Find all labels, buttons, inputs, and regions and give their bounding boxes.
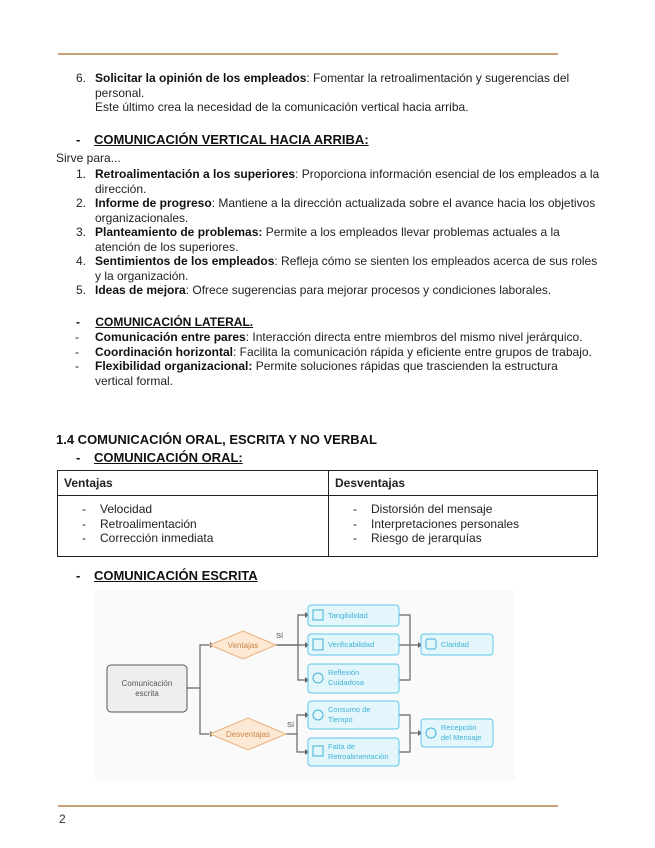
list-item	[75, 359, 595, 388]
node-label-line: Tiempo	[328, 715, 353, 724]
written-communication-diagram	[95, 590, 515, 780]
table-header-row	[58, 471, 598, 496]
lateral-list	[75, 330, 595, 388]
section-heading-escrita	[76, 569, 258, 584]
item-term: Solicitar la opinión de los empleados	[95, 71, 307, 85]
item-number: 6.	[76, 71, 87, 85]
desventajas-cell	[329, 496, 598, 557]
heading-dash: -	[76, 450, 81, 465]
pro-node-tangibilidad	[308, 605, 399, 626]
bullet: -	[353, 502, 357, 516]
item-text: Permite soluciones rápidas que trascienden la estructura vertical formal.	[95, 359, 558, 388]
list-item	[335, 517, 591, 532]
heading-text: COMUNICACIÓN ESCRITA	[93, 568, 258, 583]
bullet: -	[82, 531, 86, 545]
yes-label: Sí	[287, 720, 295, 729]
item-text: : Proporciona información esencial de los empleados a la dirección.	[95, 167, 600, 196]
heading-text: COMUNICACIÓN ORAL:	[93, 450, 243, 465]
bullet: -	[82, 502, 86, 516]
pro-result-claridad	[421, 634, 493, 655]
heading-text: COMUNICACIÓN LATERAL.	[95, 315, 254, 329]
pro-node-reflexion	[308, 664, 399, 693]
item-number: 2.	[76, 196, 87, 210]
bullet: -	[353, 516, 357, 531]
node-label-line: Reflexión	[328, 668, 360, 677]
con-node-falta	[308, 738, 399, 766]
node-label-line: Falta de	[328, 742, 356, 751]
page-number: 2	[59, 812, 66, 826]
list-item	[64, 531, 322, 546]
table-row	[58, 496, 598, 557]
lead-text: Sirve para...	[56, 151, 121, 165]
item-text: Velocidad	[100, 502, 153, 516]
list-item	[76, 283, 605, 298]
pro-node-verificabilidad	[308, 634, 399, 655]
root-node	[107, 665, 187, 712]
list-item	[76, 196, 605, 225]
root-label-line: escrita	[135, 689, 159, 698]
bullet: -	[353, 531, 357, 545]
item-term: Comunicación entre pares	[95, 330, 246, 344]
con-result-recepcion	[421, 719, 493, 747]
item-text: Distorsión del mensaje	[371, 502, 493, 516]
vertical-up-list	[76, 167, 605, 298]
item-term: Sentimientos de los empleados	[95, 254, 275, 268]
con-node-consumo	[308, 701, 399, 729]
section-heading-oral	[76, 451, 243, 466]
decision-label: Ventajas	[227, 641, 259, 650]
item-text: Permite a los empleados llevar problemas actuales a la atención de los superiores.	[95, 225, 560, 254]
heading-dash: -	[76, 315, 80, 329]
item-term: Planteamiento de problemas:	[95, 225, 263, 239]
intro-block	[76, 71, 605, 115]
list-item	[75, 330, 595, 345]
list-item	[76, 71, 605, 100]
item-text: : Mantiene a la dirección actualizada sobre el avance hacia los objetivos organizacionales.	[95, 196, 596, 225]
item-text: : Fomentar la retroalimentación y sugerencias del personal.	[95, 71, 570, 100]
item-number: 1.	[76, 167, 87, 181]
node-label: Verificabilidad	[328, 640, 375, 649]
note-text: Este último crea la necesidad de la comunicación vertical hacia arriba.	[95, 100, 469, 114]
item-number: 4.	[76, 254, 87, 268]
header-ventajas: Ventajas	[58, 471, 329, 496]
item-text: : Ofrece sugerencias para mejorar procesos y condiciones laborales.	[185, 283, 552, 297]
list-item	[75, 344, 595, 360]
list-item	[76, 225, 605, 254]
item-dash: -	[75, 344, 79, 359]
list-item	[335, 531, 591, 546]
heading-dash: -	[76, 568, 81, 583]
node-label-line: del Mensaje	[441, 733, 482, 742]
list-item	[335, 502, 591, 517]
item-text: Riesgo de jerarquías	[371, 531, 482, 545]
section-heading-vertical-up	[76, 133, 369, 148]
header-rule	[58, 53, 558, 55]
node-label-line: Consumo de	[328, 705, 371, 714]
item-dash: -	[75, 330, 79, 344]
section-heading-lateral	[76, 315, 253, 330]
node-label-line: Retroalimentación	[328, 752, 389, 761]
heading-text: COMUNICACIÓN VERTICAL HACIA ARRIBA:	[93, 132, 369, 147]
item-text: Interpretaciones personales	[371, 516, 520, 531]
oral-comparison-table	[57, 470, 598, 557]
item-text: : Refleja cómo se sienten los empleados acerca de sus roles y la organización.	[95, 254, 598, 283]
item-text: : Interacción directa entre miembros del mismo nivel jerárquico.	[245, 330, 583, 344]
item-term: Flexibilidad organizacional:	[95, 359, 253, 373]
item-term: Informe de progreso	[95, 196, 212, 210]
item-term: Retroalimentación a los superiores	[95, 167, 296, 181]
item-number: 5.	[76, 283, 87, 297]
item-text: Retroalimentación	[100, 516, 197, 531]
heading-dash: -	[76, 132, 81, 147]
section-heading-1-4: 1.4 COMUNICACIÓN ORAL, ESCRITA Y NO VERBAL	[56, 432, 377, 447]
list-item	[64, 502, 322, 517]
list-item	[76, 167, 605, 196]
yes-label: Sí	[276, 631, 284, 640]
item-term: Ideas de mejora	[95, 283, 186, 297]
item-text: Corrección inmediata	[100, 531, 214, 545]
root-label-line: Comunicación	[121, 679, 173, 688]
node-label: Claridad	[441, 640, 469, 649]
footer-rule	[58, 805, 558, 807]
item-text: : Facilita la comunicación rápida y eficiente entre grupos de trabajo.	[233, 344, 592, 359]
bullet: -	[82, 516, 86, 531]
node-label-line: Cuidadosa	[328, 678, 364, 687]
item-term: Coordinación horizontal	[95, 344, 233, 359]
list-item	[64, 517, 322, 532]
item-number: 3.	[76, 225, 87, 239]
decision-label: Desventajas	[225, 730, 271, 739]
list-item	[76, 254, 605, 283]
header-desventajas: Desventajas	[329, 471, 598, 496]
node-label-line: Recepción	[441, 723, 477, 732]
node-label: Tangibilidad	[328, 611, 368, 620]
ventajas-cell	[58, 496, 329, 557]
item-dash: -	[75, 359, 79, 373]
